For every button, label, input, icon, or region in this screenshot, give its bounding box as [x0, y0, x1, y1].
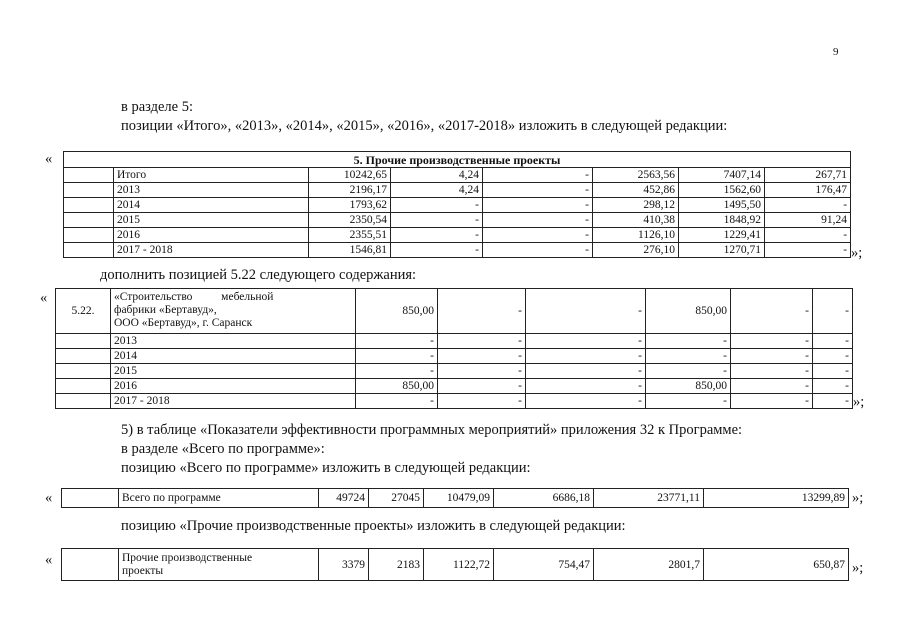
- blank-cell: [56, 364, 111, 379]
- value-cell: 91,24: [765, 213, 851, 228]
- blank-cell: [56, 334, 111, 349]
- blank-cell: [64, 243, 114, 258]
- position-name: [111, 289, 356, 334]
- row-label-cell: 2014: [111, 349, 356, 364]
- table-row: [64, 198, 851, 213]
- total-value-cell: 13299,89: [704, 489, 849, 508]
- blank-cell: [64, 213, 114, 228]
- value-cell: -: [646, 334, 731, 349]
- main-value-cell: 850,00: [356, 289, 438, 334]
- main-value-cell: 850,00: [646, 289, 731, 334]
- main-value-cell: -: [438, 289, 526, 334]
- value-cell: 1848,92: [679, 213, 765, 228]
- value-cell: -: [765, 198, 851, 213]
- value-cell: -: [438, 379, 526, 394]
- value-cell: -: [765, 243, 851, 258]
- row-label-cell: 2016: [111, 379, 356, 394]
- position-name-line-3: ООО «Бертавуд», г. Саранск: [114, 317, 253, 329]
- blank-cell: [56, 394, 111, 409]
- value-cell: 2350,54: [309, 213, 391, 228]
- table-row: [64, 213, 851, 228]
- value-cell: -: [526, 379, 646, 394]
- section5-line-1: 5) в таблице «Показатели эффективности программных мероприятий» приложения 32 к Программе:: [121, 422, 743, 438]
- value-cell: 1229,41: [679, 228, 765, 243]
- value-cell: 410,38: [593, 213, 679, 228]
- indicator-value-cell: 2183: [369, 549, 424, 581]
- position-name-line-1: «Строительство мебельной: [114, 291, 274, 303]
- value-cell: -: [438, 394, 526, 409]
- value-cell: -: [391, 228, 483, 243]
- value-cell: -: [731, 364, 813, 379]
- row-label-cell: 2015: [111, 364, 356, 379]
- table-row: [56, 364, 853, 379]
- position-number: 5.22.: [56, 289, 111, 334]
- close-quote-1: »;: [851, 245, 863, 261]
- close-quote-4: »;: [852, 560, 864, 576]
- value-cell: -: [483, 198, 593, 213]
- row-label-cell: 2017 - 2018: [111, 394, 356, 409]
- table-other-production-projects: [63, 151, 851, 258]
- page-number: 9: [833, 46, 839, 58]
- total-value-cell: 23771,11: [594, 489, 704, 508]
- intro-line-2: позиции «Итого», «2013», «2014», «2015», «2016», «2017-2018» изложить в следующей редакции:: [121, 118, 728, 134]
- value-cell: 1270,71: [679, 243, 765, 258]
- blank-cell: [56, 379, 111, 394]
- main-value-cell: -: [731, 289, 813, 334]
- section5-line-2: в разделе «Всего по программе»:: [121, 441, 325, 457]
- table-row: [64, 168, 851, 183]
- position-name-line-2: фабрики «Бертавуд»,: [114, 304, 217, 316]
- value-cell: -: [731, 349, 813, 364]
- value-cell: 176,47: [765, 183, 851, 198]
- value-cell: -: [646, 349, 731, 364]
- value-cell: -: [483, 183, 593, 198]
- value-cell: -: [483, 243, 593, 258]
- value-cell: -: [391, 243, 483, 258]
- table-row: [56, 379, 853, 394]
- blank-cell: [64, 228, 114, 243]
- total-value-cell: 49724: [319, 489, 369, 508]
- value-cell: 1546,81: [309, 243, 391, 258]
- table-row: [64, 228, 851, 243]
- value-cell: -: [356, 334, 438, 349]
- blank-cell: [64, 198, 114, 213]
- table1-header: 5. Прочие производственные проекты: [64, 152, 851, 168]
- other-projects-label: [119, 549, 319, 581]
- value-cell: -: [813, 394, 853, 409]
- row-label-cell: 2015: [114, 213, 309, 228]
- table-row: [56, 394, 853, 409]
- close-quote-3: »;: [852, 490, 864, 506]
- row-label-cell: 2014: [114, 198, 309, 213]
- value-cell: 1793,62: [309, 198, 391, 213]
- blank-cell: [64, 168, 114, 183]
- table-position-5-22: [55, 288, 853, 409]
- value-cell: 1126,10: [593, 228, 679, 243]
- value-cell: -: [438, 334, 526, 349]
- value-cell: 267,71: [765, 168, 851, 183]
- value-cell: -: [813, 334, 853, 349]
- table-row: [56, 334, 853, 349]
- intro-line-1: в разделе 5:: [121, 99, 194, 115]
- indicator-value-cell: 2801,7: [594, 549, 704, 581]
- value-cell: -: [438, 364, 526, 379]
- total-value-cell: 27045: [369, 489, 424, 508]
- value-cell: -: [356, 394, 438, 409]
- value-cell: 4,24: [391, 183, 483, 198]
- value-cell: 2563,56: [593, 168, 679, 183]
- total-value-cell: 6686,18: [494, 489, 594, 508]
- value-cell: -: [438, 349, 526, 364]
- value-cell: -: [731, 379, 813, 394]
- value-cell: 276,10: [593, 243, 679, 258]
- value-cell: 850,00: [356, 379, 438, 394]
- indicator-value-cell: 754,47: [494, 549, 594, 581]
- value-cell: 1562,60: [679, 183, 765, 198]
- main-value-cell: -: [526, 289, 646, 334]
- row-label-cell: Итого: [114, 168, 309, 183]
- blank-cell: [62, 549, 119, 581]
- value-cell: 298,12: [593, 198, 679, 213]
- value-cell: 452,86: [593, 183, 679, 198]
- table-total-program: [61, 488, 849, 508]
- total-program-label: Всего по программе: [119, 489, 319, 508]
- value-cell: -: [483, 228, 593, 243]
- value-cell: -: [765, 228, 851, 243]
- value-cell: -: [356, 364, 438, 379]
- row-label-cell: 2013: [111, 334, 356, 349]
- other-projects-label-line-1: Прочие производственные: [122, 551, 253, 564]
- value-cell: -: [526, 349, 646, 364]
- open-quote-3: «: [45, 490, 53, 506]
- row-label-cell: 2016: [114, 228, 309, 243]
- open-quote-4: «: [45, 552, 53, 568]
- value-cell: -: [646, 364, 731, 379]
- section6-line-1: позицию «Прочие производственные проекты» изложить в следующей редакции:: [121, 518, 626, 534]
- value-cell: 1495,50: [679, 198, 765, 213]
- open-quote-2: «: [40, 290, 48, 306]
- table-row: [56, 349, 853, 364]
- total-value-cell: 10479,09: [424, 489, 494, 508]
- value-cell: -: [526, 364, 646, 379]
- row-label-cell: 2013: [114, 183, 309, 198]
- value-cell: -: [813, 364, 853, 379]
- table-row: [64, 183, 851, 198]
- section5-line-3: позицию «Всего по программе» изложить в следующей редакции:: [121, 460, 531, 476]
- value-cell: -: [391, 213, 483, 228]
- value-cell: -: [526, 334, 646, 349]
- open-quote-1: «: [45, 151, 53, 167]
- value-cell: 2196,17: [309, 183, 391, 198]
- value-cell: 10242,65: [309, 168, 391, 183]
- blank-cell: [62, 489, 119, 508]
- value-cell: 4,24: [391, 168, 483, 183]
- table-row: [64, 243, 851, 258]
- value-cell: 850,00: [646, 379, 731, 394]
- value-cell: 2355,51: [309, 228, 391, 243]
- value-cell: -: [391, 198, 483, 213]
- value-cell: -: [813, 379, 853, 394]
- add-position-text: дополнить позицией 5.22 следующего содержания:: [100, 267, 417, 283]
- value-cell: -: [731, 334, 813, 349]
- value-cell: 7407,14: [679, 168, 765, 183]
- value-cell: -: [356, 349, 438, 364]
- indicator-value-cell: 1122,72: [424, 549, 494, 581]
- indicator-value-cell: 650,87: [704, 549, 849, 581]
- value-cell: -: [646, 394, 731, 409]
- blank-cell: [56, 349, 111, 364]
- main-value-cell: -: [813, 289, 853, 334]
- value-cell: -: [526, 394, 646, 409]
- value-cell: -: [731, 394, 813, 409]
- table-other-projects-indicators: [61, 548, 849, 581]
- close-quote-2: »;: [853, 394, 865, 410]
- blank-cell: [64, 183, 114, 198]
- value-cell: -: [483, 168, 593, 183]
- row-label-cell: 2017 - 2018: [114, 243, 309, 258]
- value-cell: -: [483, 213, 593, 228]
- other-projects-label-line-2: проекты: [122, 564, 164, 577]
- value-cell: -: [813, 349, 853, 364]
- indicator-value-cell: 3379: [319, 549, 369, 581]
